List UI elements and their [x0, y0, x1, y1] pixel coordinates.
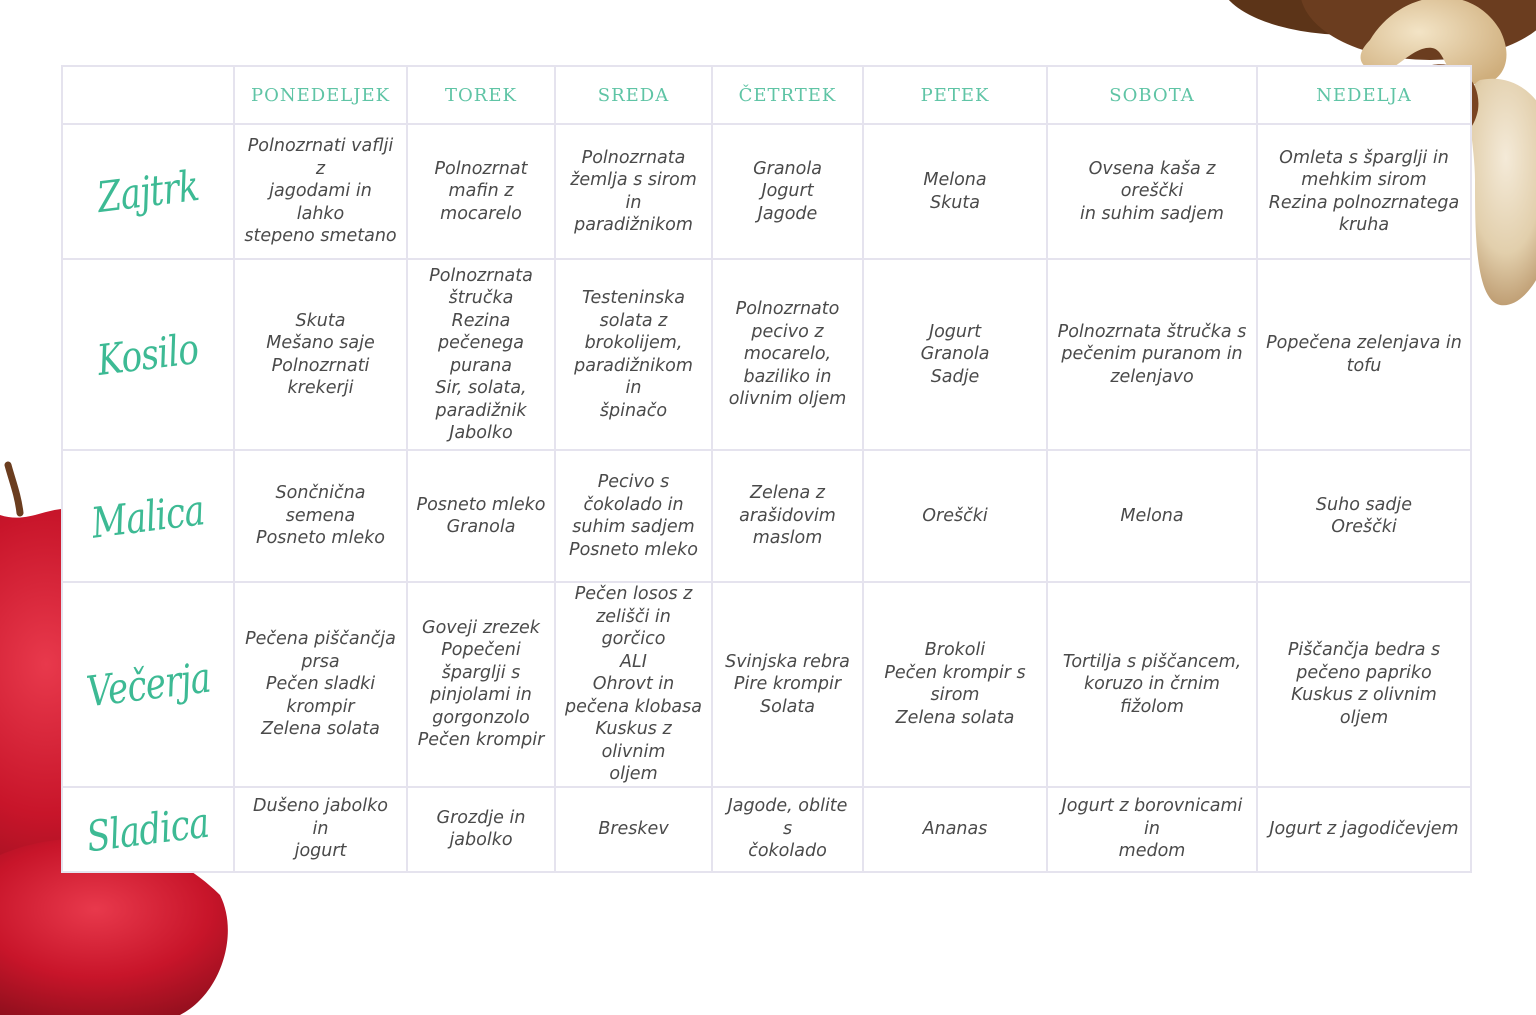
meal-cell: Melona	[1047, 450, 1257, 582]
meal-row-sladica	[62, 787, 1471, 872]
meal-cell: Polnozrnat mafin z mocarelo	[407, 124, 555, 259]
day-header-sreda: SREDA	[555, 66, 712, 124]
meal-cell: Melona Skuta	[863, 124, 1047, 259]
day-header-row	[62, 66, 1471, 124]
meal-cell: Oreščki	[863, 450, 1047, 582]
meal-cell: Brokoli Pečen krompir s sirom Zelena solata	[863, 582, 1047, 787]
meal-cell: Sončnična semena Posneto mleko	[234, 450, 407, 582]
meal-plan-table	[61, 65, 1472, 873]
meal-label-sladica	[62, 787, 234, 872]
meal-cell: Ovsena kaša z oreščki in suhim sadjem	[1047, 124, 1257, 259]
meal-cell: Dušeno jabolko in jogurt	[234, 787, 407, 872]
meal-cell: Ananas	[863, 787, 1047, 872]
meal-cell: Popečena zelenjava in tofu	[1257, 259, 1471, 450]
meal-cell: Jogurt z jagodičevjem	[1257, 787, 1471, 872]
meal-row-vecerja	[62, 582, 1471, 787]
meal-label-vecerja	[62, 582, 234, 787]
meal-cell: Polnozrnata žemlja s sirom in paradižnikom	[555, 124, 712, 259]
meal-cell: Skuta Mešano saje Polnozrnati krekerji	[234, 259, 407, 450]
meal-cell: Granola Jogurt Jagode	[712, 124, 863, 259]
meal-cell: Posneto mleko Granola	[407, 450, 555, 582]
meal-cell: Omleta s šparglji in mehkim sirom Rezina polnozrnatega kruha	[1257, 124, 1471, 259]
day-header-cetrtek: ČETRTEK	[712, 66, 863, 124]
meal-cell: Pečena piščančja prsa Pečen sladki krompir Zelena solata	[234, 582, 407, 787]
meal-cell: Suho sadje Oreščki	[1257, 450, 1471, 582]
meal-row-kosilo	[62, 259, 1471, 450]
meal-cell: Polnozrnata štručka Rezina pečenega purana Sir, solata, paradižnik Jabolko	[407, 259, 555, 450]
day-header-torek: TOREK	[407, 66, 555, 124]
day-header-nedelja: NEDELJA	[1257, 66, 1471, 124]
meal-label-text: Malica	[89, 484, 207, 548]
meal-cell: Zelena z arašidovim maslom	[712, 450, 863, 582]
meal-label-text: Kosilo	[94, 324, 202, 385]
day-header-petek: PETEK	[863, 66, 1047, 124]
meal-label-text: Večerja	[83, 652, 213, 717]
meal-label-zajtrk	[62, 124, 234, 259]
meal-cell: Jogurt Granola Sadje	[863, 259, 1047, 450]
meal-cell: Svinjska rebra Pire krompir Solata	[712, 582, 863, 787]
meal-cell: Tortilja s piščancem, koruzo in črnim fižolom	[1047, 582, 1257, 787]
meal-cell: Jagode, oblite s čokolado	[712, 787, 863, 872]
meal-cell: Goveji zrezek Popečeni šparglji s pinjolami in gorgonzolo Pečen krompir	[407, 582, 555, 787]
meal-cell: Pecivo s čokolado in suhim sadjem Posneto mleko	[555, 450, 712, 582]
day-header-ponedeljek: PONEDELJEK	[234, 66, 407, 124]
meal-cell: Breskev	[555, 787, 712, 872]
meal-cell: Grozdje in jabolko	[407, 787, 555, 872]
meal-cell: Piščančja bedra s pečeno papriko Kuskus z olivnim oljem	[1257, 582, 1471, 787]
meal-cell: Testeninska solata z brokolijem, paradižnikom in špinačo	[555, 259, 712, 450]
meal-label-malica	[62, 450, 234, 582]
meal-cell: Polnozrnata štručka s pečenim puranom in zelenjavo	[1047, 259, 1257, 450]
meal-cell: Polnozrnati vaflji z jagodami in lahko stepeno smetano	[234, 124, 407, 259]
meal-label-kosilo	[62, 259, 234, 450]
corner-cell	[62, 66, 234, 124]
meal-row-zajtrk	[62, 124, 1471, 259]
meal-cell: Jogurt z borovnicami in medom	[1047, 787, 1257, 872]
meal-row-malica	[62, 450, 1471, 582]
meal-cell: Pečen losos z zelišči in gorčico ALI Ohrovt in pečena klobasa Kuskus z olivnim oljem	[555, 582, 712, 787]
meal-cell: Polnozrnato pecivo z mocarelo, baziliko in olivnim oljem	[712, 259, 863, 450]
day-header-sobota: SOBOTA	[1047, 66, 1257, 124]
meal-label-text: Zajtrk	[94, 161, 202, 222]
meal-label-text: Sladica	[84, 797, 212, 861]
